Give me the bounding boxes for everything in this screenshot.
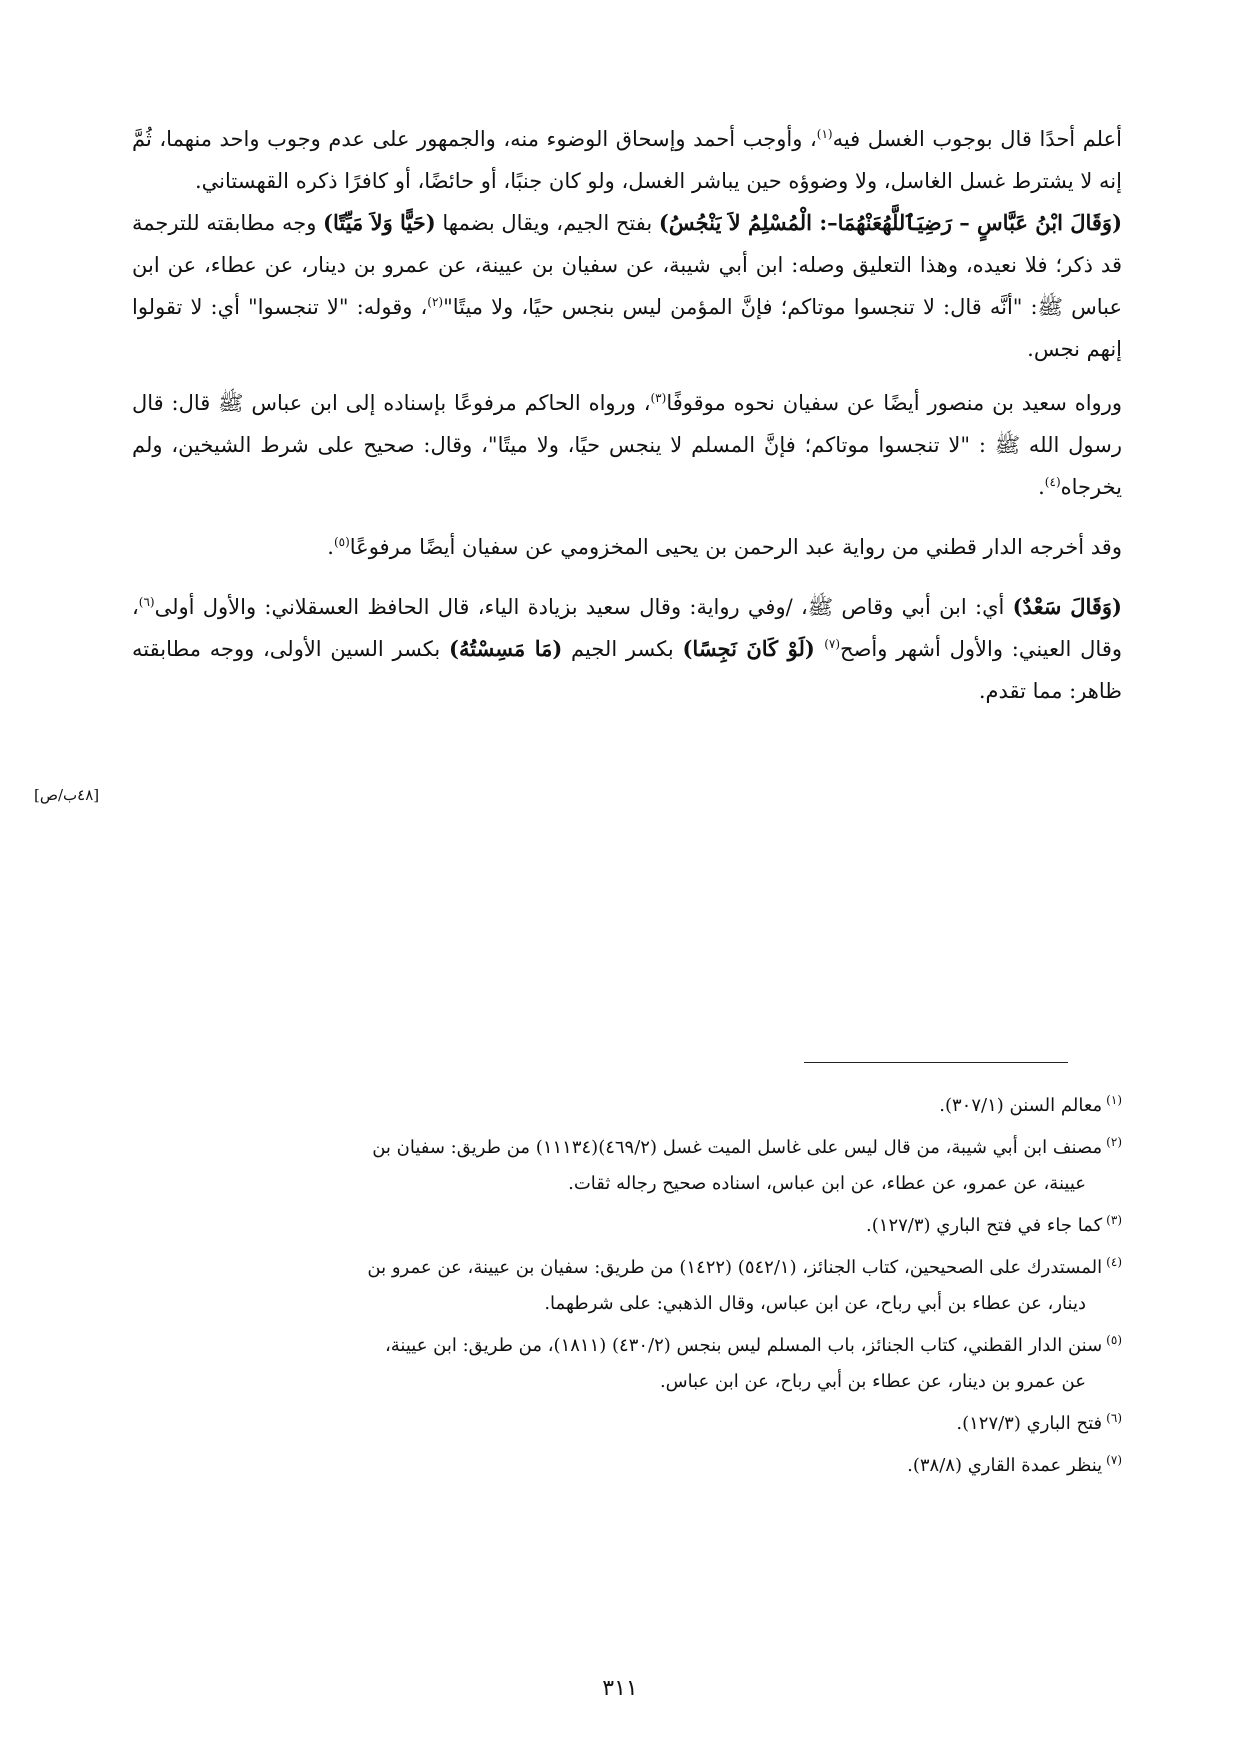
hadith-quote: (وَقَالَ سَعْدٌ) — [1012, 594, 1122, 619]
footnote-ref[interactable]: (٢) — [427, 295, 444, 309]
hadith-quote: (حَيًّا وَلاَ مَيِّتًا) — [323, 210, 436, 235]
footnote-number: (٧) — [1106, 1453, 1122, 1467]
footnote-text: سنن الدار القطني، كتاب الجنائز، باب المسلم ليس بنجس (٤٣٠/٢) (١٨١١)، من طريق: ابن عيينة، — [384, 1335, 1103, 1356]
footnote-text: ينظر عمدة القاري (٣٨/٨). — [907, 1455, 1103, 1476]
footnote-ref[interactable]: (١) — [816, 127, 833, 141]
footnote-number: (٦) — [1106, 1411, 1122, 1425]
footnote-number: (١) — [1106, 1093, 1122, 1107]
footnote-text: معالم السنن (٣٠٧/١). — [939, 1095, 1103, 1116]
footnote-text: المستدرك على الصحيحين، كتاب الجنائز، (٥٤٢/١) (١٤٢٢) من طريق: سفيان بن عيينة، عن عمرو بن — [367, 1257, 1103, 1278]
footnote-number: (٢) — [1106, 1135, 1122, 1149]
footnote — [132, 1130, 1122, 1202]
footnote-number: (٥) — [1106, 1333, 1122, 1347]
footnote-ref[interactable]: (٦) — [138, 595, 155, 609]
footnote-text: مصنف ابن أبي شيبة، من قال ليس على غاسل الميت غسل (٤٦٩/٢)(١١١٣٤) من طريق: سفيان بن — [372, 1137, 1103, 1158]
footnote-text: كما جاء في فتح الباري (١٢٧/٣). — [866, 1215, 1103, 1236]
text: أعلم أحدًا قال بوجوب الغسل فيه — [832, 127, 1122, 151]
footnote-text: فتح الباري (١٢٧/٣). — [956, 1413, 1103, 1434]
footnote — [132, 1088, 1122, 1124]
text: ورواه سعيد بن منصور أيضًا عن سفيان نحوه موقوفًا — [666, 391, 1122, 415]
page-number: ٣١١ — [602, 1676, 638, 1701]
text: ، وقال العيني: والأول أشهر وأصح — [132, 595, 1122, 661]
text: بفتح الجيم، ويقال بضمها — [435, 211, 659, 235]
text: أي: ابن أبي وقاص ﷺ، /وفي رواية: وقال سعيد بزيادة الياء، قال الحافظ العسقلاني: والأول أولى — [154, 595, 1013, 619]
footnote-ref[interactable]: (٤) — [1044, 475, 1061, 489]
text: بكسر السين الأولى، ووجه مطابقته ظاهر: مما تقدم. — [132, 637, 1122, 703]
text: بكسر الجيم — [562, 637, 683, 661]
footnote — [132, 1448, 1122, 1484]
text: ، ورواه الحاكم مرفوعًا بإسناده إلى ابن عباس ﷺ قال: قال رسول الله ﷺ : "لا تنجسوا موتاكم؛ فإنَّ المسلم لا ينجس حيًا، ولا ميتًا"، وقال: صحيح على شرط الشيخين، ولم يخرجاه — [132, 391, 1122, 499]
footnote — [132, 1406, 1122, 1442]
paragraph-5 — [132, 586, 1122, 712]
hadith-quote: (لَوْ كَانَ نَجِسًا) — [682, 636, 825, 661]
text: وجه مطابقته للترجمة قد ذكر؛ فلا نعيده، وهذا التعليق وصله: ابن أبي شيبة، عن سفيان بن عيينة، عن عمرو بن دينار، عن عطاء، عن ابن عباس ﷺ: "أنَّه قال: لا تنجسوا موتاكم؛ فإنَّ المؤمن ليس بنجس حيًا، ولا ميتًا" — [132, 211, 1122, 319]
paragraph-1 — [132, 118, 1122, 202]
footnote-number: (٤) — [1106, 1255, 1122, 1269]
paragraph-3 — [132, 382, 1122, 508]
text: وقد أخرجه الدار قطني من رواية عبد الرحمن بن يحيى المخزومي عن سفيان أيضًا مرفوعًا — [349, 535, 1122, 559]
margin-note: [٤٨ب/ص] — [34, 786, 100, 804]
hadith-quote: (وَقَالَ ابْنُ عَبَّاسٍ – رَضِيَٱللَّهُعَنْهُمَا–: الْمُسْلِمُ لاَ يَنْجُسُ) — [658, 210, 1123, 235]
text: . — [327, 535, 334, 559]
footnotes — [132, 1088, 1122, 1490]
footnote-ref[interactable]: (٧) — [824, 637, 841, 651]
footnote-text: عن عمرو بن دينار، عن عطاء بن أبي رباح، عن ابن عباس. — [659, 1371, 1086, 1392]
main-text — [132, 118, 1122, 712]
footnote — [132, 1250, 1122, 1322]
text: ، وقوله: "لا تنجسوا" أي: لا تقولوا إنهم نجس. — [132, 295, 1122, 361]
footnote — [132, 1328, 1122, 1400]
footnote-number: (٣) — [1106, 1213, 1122, 1227]
footnote-text: عيينة، عن عمرو، عن عطاء، عن ابن عباس، اسناده صحيح رجاله ثقات. — [568, 1173, 1086, 1194]
hadith-quote: (مَا مَسِسْتُهُ) — [449, 636, 563, 661]
text: . — [1038, 475, 1045, 499]
footnote-ref[interactable]: (٥) — [333, 535, 350, 549]
footnote-ref[interactable]: (٣) — [650, 391, 667, 405]
paragraph-4 — [132, 526, 1122, 568]
text: ، وأوجب أحمد وإسحاق الوضوء منه، والجمهور على عدم وجوب واحد منهما، ثُمَّ إنه لا يشترط غسل الغاسل، ولا وضوؤه حين يباشر الغسل، ولو كان جنبًا، أو حائضًا، أو كافرًا ذكره القهستاني. — [132, 127, 1122, 193]
footnote-divider — [804, 1062, 1068, 1063]
paragraph-2 — [132, 202, 1122, 370]
footnote-text: دينار، عن عطاء بن أبي رباح، عن ابن عباس، وقال الذهبي: على شرطهما. — [544, 1293, 1086, 1314]
footnote — [132, 1208, 1122, 1244]
